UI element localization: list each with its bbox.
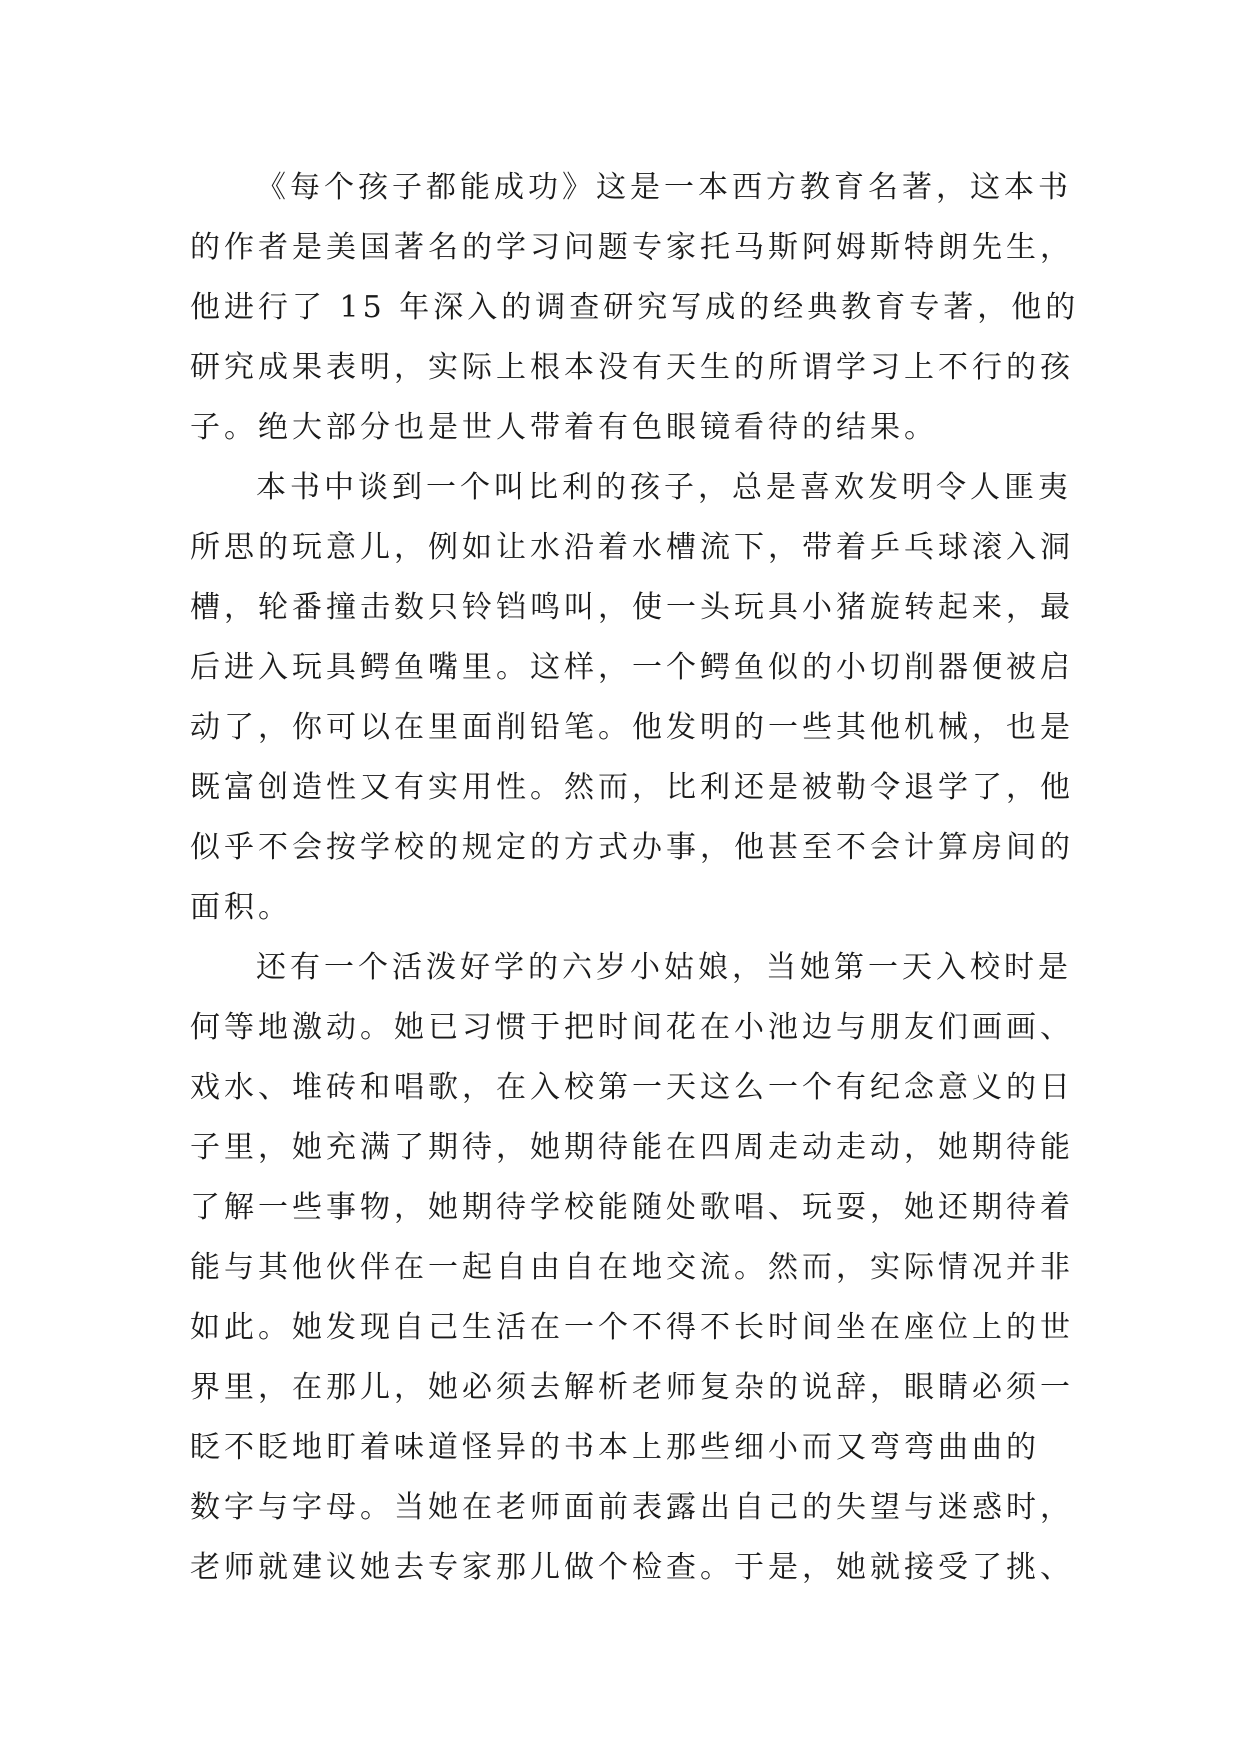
text-line: 数字与字母。当她在老师面前表露出自己的失望与迷惑时， (190, 1490, 1074, 1525)
text-line: 所思的玩意儿，例如让水沿着水槽流下，带着乒乓球滚入洞 (190, 530, 1074, 565)
text-line: 面积。 (190, 890, 292, 925)
text-line: 界里，在那儿，她必须去解析老师复杂的说辞，眼睛必须一 (190, 1370, 1074, 1405)
text-line: 本书中谈到一个叫比利的孩子，总是喜欢发明令人匪夷 (256, 470, 1072, 505)
document-body (190, 158, 1080, 1598)
text-line: 何等地激动。她已习惯于把时间花在小池边与朋友们画画、 (190, 1010, 1074, 1045)
text-line: 既富创造性又有实用性。然而，比利还是被勒令退学了，他 (190, 770, 1074, 805)
text-line: 《每个孩子都能成功》这是一本西方教育名著，这本书 (256, 170, 1072, 205)
text-line: 老师就建议她去专家那儿做个检查。于是，她就接受了挑、 (190, 1550, 1074, 1585)
text-line: 动了，你可以在里面削铅笔。他发明的一些其他机械，也是 (190, 710, 1074, 745)
text-line: 如此。她发现自己生活在一个不得不长时间坐在座位上的世 (190, 1310, 1074, 1345)
paragraph-1 (190, 158, 1080, 458)
text-line: 似乎不会按学校的规定的方式办事，他甚至不会计算房间的 (190, 830, 1074, 865)
text-line: 还有一个活泼好学的六岁小姑娘，当她第一天入校时是 (256, 950, 1072, 985)
text-line: 后进入玩具鳄鱼嘴里。这样，一个鳄鱼似的小切削器便被启 (190, 650, 1074, 685)
paragraph-2 (190, 458, 1074, 938)
text-line: 眨不眨地盯着味道怪异的书本上那些细小而又弯弯曲曲的 (190, 1430, 1040, 1465)
text-line: 研究成果表明，实际上根本没有天生的所谓学习上不行的孩 (190, 350, 1074, 385)
text-line: 能与其他伙伴在一起自由自在地交流。然而，实际情况并非 (190, 1250, 1074, 1285)
text-line: 槽，轮番撞击数只铃铛鸣叫，使一头玩具小猪旋转起来，最 (190, 590, 1074, 625)
text-line: 他进行了 15 年深入的调查研究写成的经典教育专著，他的 (190, 290, 1080, 325)
text-line: 子。绝大部分也是世人带着有色眼镜看待的结果。 (190, 410, 938, 445)
text-line: 的作者是美国著名的学习问题专家托马斯阿姆斯特朗先生， (190, 230, 1074, 265)
text-line: 了解一些事物，她期待学校能随处歌唱、玩耍，她还期待着 (190, 1190, 1074, 1225)
paragraph-3 (190, 938, 1074, 1598)
text-line: 子里，她充满了期待，她期待能在四周走动走动，她期待能 (190, 1130, 1074, 1165)
text-line: 戏水、堆砖和唱歌，在入校第一天这么一个有纪念意义的日 (190, 1070, 1074, 1105)
